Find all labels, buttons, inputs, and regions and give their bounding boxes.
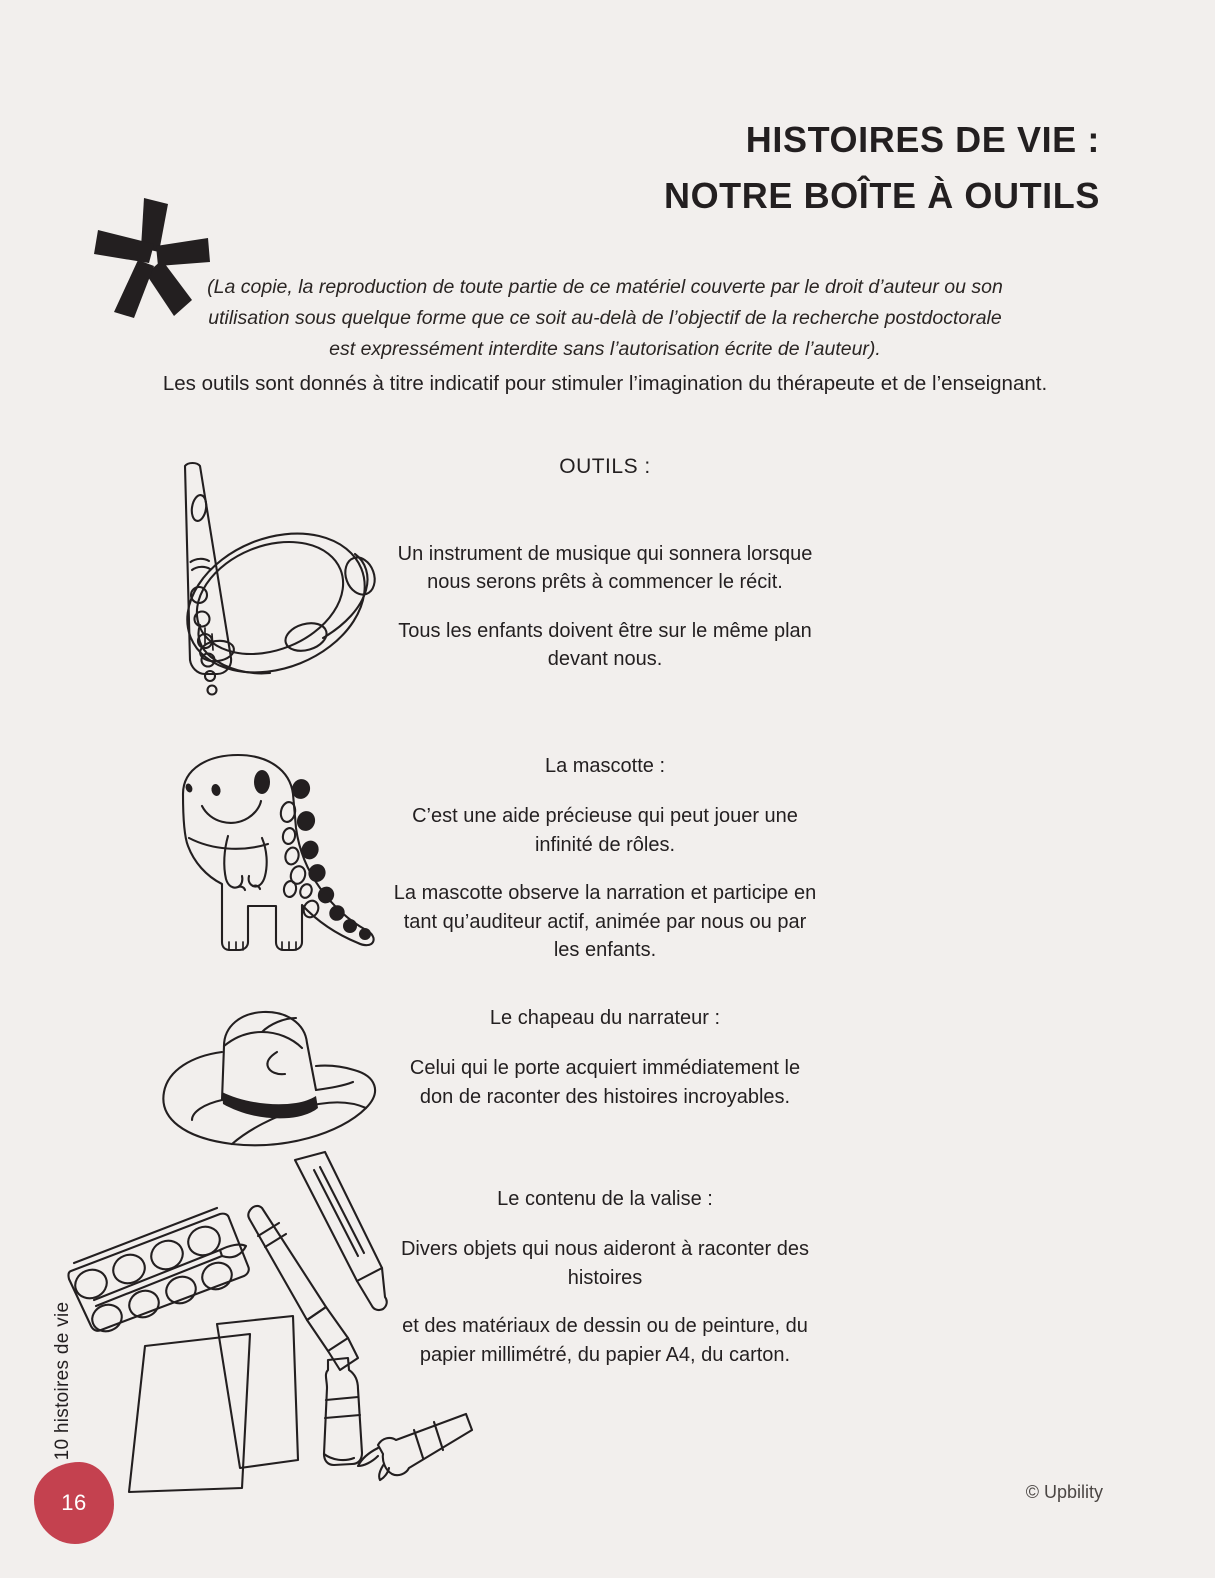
page-title bbox=[380, 112, 1100, 224]
paint-tube-icon bbox=[324, 1358, 362, 1465]
tools-heading: OUTILS : bbox=[559, 455, 651, 478]
cowboy-hat-illustration bbox=[144, 1008, 382, 1148]
section-hat-text bbox=[393, 1004, 817, 1111]
paint-tube-squeezed-icon bbox=[358, 1414, 472, 1480]
asterisk-icon bbox=[92, 196, 210, 318]
section-mascot-paragraph-2: La mascotte observe la narration et participe en tant qu’auditeur actif, animée par nous ou par les enfants. bbox=[393, 882, 817, 961]
page-number-badge bbox=[34, 1462, 114, 1544]
page-number-value: 16 bbox=[61, 1490, 87, 1515]
section-mascot-text bbox=[393, 752, 817, 964]
section-music-paragraph-2: Tous les enfants doivent être sur le même plan devant nous. bbox=[398, 619, 812, 671]
copyright-note: (La copie, la reproduction de toute partie de ce matériel couverte par le droit d’auteur ou son utilisation sous quelque forme que ce soit au-delà de l’objectif de la recherche postdoctorale est expressément interdite sans l’autorisation écrite de l’auteur). bbox=[207, 276, 1003, 360]
footer-credit: © Upbility bbox=[1025, 1482, 1103, 1502]
dinosaur-mascot-illustration bbox=[176, 746, 382, 964]
title-line-2: NOTRE BOÎTE À OUTILS bbox=[663, 174, 1100, 216]
section-suitcase-paragraph-1: Divers objets qui nous aideront à raconter des histoires bbox=[400, 1238, 809, 1289]
intro-text: Les outils sont donnés à titre indicatif pour stimuler l’imagination du thérapeute et de l’enseignant. bbox=[162, 372, 1048, 395]
section-mascot-paragraph-1: C’est une aide précieuse qui peut jouer une infinité de rôles. bbox=[412, 805, 798, 856]
marker-icon bbox=[295, 1152, 387, 1310]
section-mascot-heading: La mascotte : bbox=[544, 755, 666, 777]
paint-palette-icon bbox=[68, 1208, 248, 1336]
section-suitcase-paragraph-2: et des matériaux de dessin ou de peinture, du papier millimétré, du papier A4, du carton. bbox=[402, 1315, 808, 1366]
section-suitcase-heading: Le contenu de la valise : bbox=[497, 1188, 713, 1210]
crayon-icon bbox=[248, 1206, 358, 1370]
section-hat-paragraph-1: Celui qui le porte acquiert immédiatement le don de raconter des histoires incroyables. bbox=[409, 1057, 801, 1108]
section-music-paragraph-1: Un instrument de musique qui sonnera lorsque nous serons prêts à commencer le récit. bbox=[397, 543, 813, 594]
title-line-1: HISTOIRES DE VIE : bbox=[745, 119, 1100, 160]
side-running-title: 10 histoires de vie bbox=[52, 1301, 73, 1461]
section-music-text bbox=[393, 540, 817, 674]
section-suitcase-text bbox=[393, 1185, 817, 1369]
paper-sheets-icon bbox=[129, 1316, 298, 1492]
section-hat-heading: Le chapeau du narrateur : bbox=[489, 1007, 721, 1029]
flute-and-tambourine-illustration bbox=[104, 452, 404, 714]
